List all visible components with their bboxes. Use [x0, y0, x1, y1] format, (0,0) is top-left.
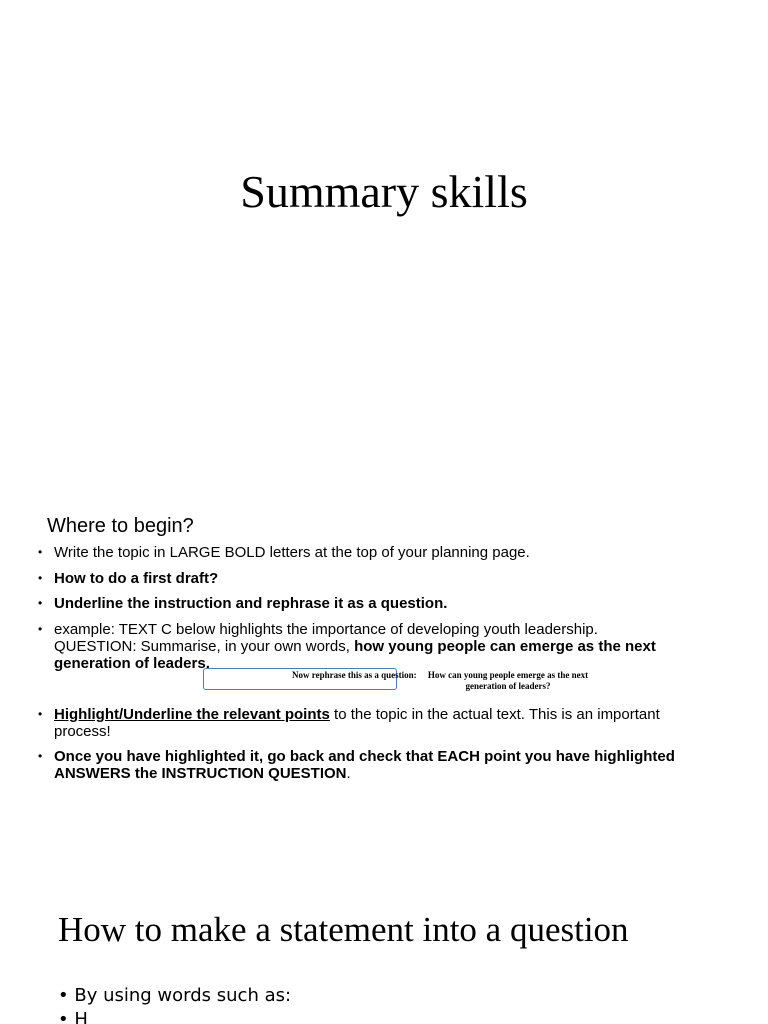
bullet-icon: •: [38, 707, 43, 721]
list-item-text: By using words such as:: [74, 985, 292, 1006]
question-prefix: QUESTION: Summarise, in your own words,: [54, 638, 355, 655]
bullet-icon: •: [38, 622, 43, 636]
section-heading: Where to begin?: [47, 515, 194, 537]
check-end: .: [346, 765, 351, 782]
bullet-icon: •: [38, 545, 43, 559]
list-item-text: Write the topic in LARGE BOLD letters at the top of your planning page.: [54, 544, 530, 561]
subsection-heading: How to make a statement into a question: [58, 910, 629, 949]
list-item-highlight: [38, 706, 678, 740]
question-emphasis: how young people can emerge as the next generation of leaders.: [54, 638, 656, 672]
list-item-example: [38, 621, 678, 672]
bullet-list: [38, 570, 678, 587]
callout-answer: How can young people emerge as the next generation of leaders?: [427, 670, 589, 691]
list-item-underline: [38, 595, 678, 612]
bullet-list: [38, 706, 678, 740]
list-item-text: How to do a first draft?: [54, 570, 219, 587]
list-item: [58, 1008, 291, 1024]
callout-label: Now rephrase this as a question:: [292, 670, 417, 680]
bullet-list: [38, 595, 678, 612]
list-item-draft: [38, 570, 678, 587]
subsection-list: [58, 984, 291, 1024]
highlight-emphasis: Highlight/Underline the relevant points: [54, 706, 330, 723]
highlight-rest: to the topic in the actual text. This is an important process!: [54, 706, 660, 740]
bullet-list: [38, 544, 678, 561]
bullet-icon: •: [38, 571, 43, 585]
list-item: [58, 984, 291, 1008]
bullet-list: [38, 748, 678, 782]
bullet-icon: •: [38, 596, 43, 610]
example-line: example: TEXT C below highlights the importance of developing youth leadership.: [54, 621, 598, 638]
list-item-check: [38, 748, 678, 782]
list-item-text: H: [74, 1009, 88, 1024]
bullet-icon: •: [38, 749, 43, 763]
list-item-topic: [38, 544, 678, 561]
check-emphasis: Once you have highlighted it, go back and check that EACH point you have highlighted ANSWERS the INSTRUCTION QUESTION: [54, 748, 675, 782]
bullet-icon: •: [58, 985, 69, 1006]
list-item-text: Underline the instruction and rephrase it as a question.: [54, 595, 448, 612]
bullet-list: [38, 621, 678, 672]
page-title: Summary skills: [240, 166, 528, 217]
bullet-icon: •: [58, 1009, 69, 1024]
